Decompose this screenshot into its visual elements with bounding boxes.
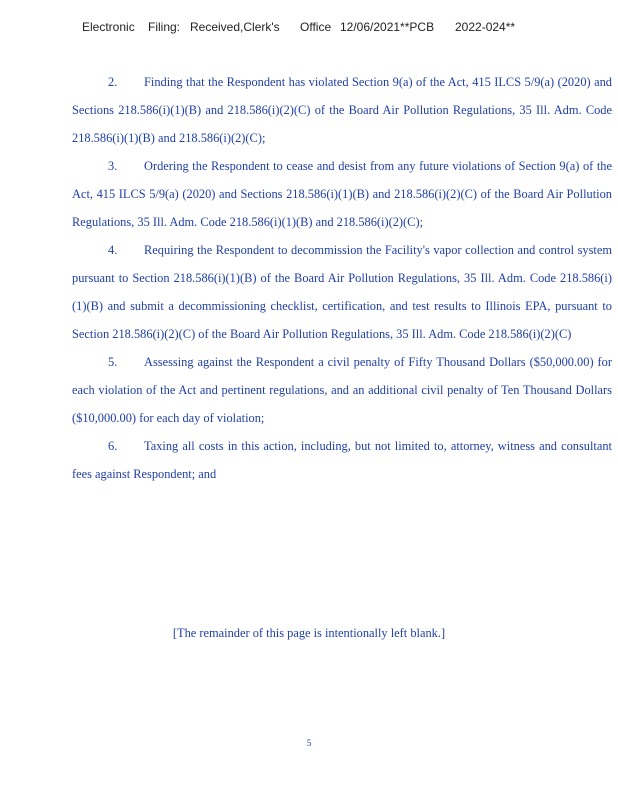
paragraph-text: Requiring the Respondent to decommission the Facility's vapor collection and control system pursuant to Section 218.586(i)(1)(B) of the Board Air Pollution Regulations, 35 Ill. Adm. Code 218.586(i)(1)(B) and submit a decommissioning checklist, certification, and test results to Illinois EPA, pursuant to Section 218.586(i)(2)(C) of the Board Air Pollution Regulations, 35 Ill. Adm. Code 218.586(i)(2)(C): [72, 243, 612, 341]
header-received: Received,Clerk's: [190, 20, 280, 34]
paragraph-text: Ordering the Respondent to cease and desist from any future violations of Section 9(a) of the Act, 415 ILCS 5/9(a) (2020) and Sections 218.586(i)(1)(B) and 218.586(i)(2)(C) of the Board Air Pollution Regulations, 35 Ill. Adm. Code 218.586(i)(1)(B) and 218.586(i)(2)(C);: [72, 159, 612, 229]
paragraph-2: [72, 68, 612, 152]
paragraph-3: [72, 152, 612, 236]
header-electronic: Electronic: [82, 20, 135, 34]
paragraph-number: 3.: [108, 159, 118, 173]
paragraph-4: [72, 236, 612, 348]
paragraph-number: 5.: [108, 355, 118, 369]
paragraph-text: Taxing all costs in this action, including, but not limited to, attorney, witness and consultant fees against Respondent; and: [72, 439, 612, 481]
paragraph-number: 2.: [108, 75, 118, 89]
header-date-pcb: 12/06/2021**PCB: [340, 20, 435, 34]
header-case-number: 2022-024**: [455, 20, 516, 34]
page-number: 5: [306, 738, 312, 748]
paragraph-number: 4.: [108, 243, 118, 257]
document-body: [72, 68, 612, 488]
paragraph-text: Finding that the Respondent has violated Section 9(a) of the Act, 415 ILCS 5/9(a) (2020) and Sections 218.586(i)(1)(B) and 218.586(i)(2)(C) of the Board Air Pollution Regulations, 35 Ill. Adm. Code 218.586(i)(1)(B) and 218.586(i)(2)(C);: [72, 75, 612, 145]
paragraph-6: [72, 432, 612, 488]
paragraph-5: [72, 348, 612, 432]
paragraph-text: Assessing against the Respondent a civil penalty of Fifty Thousand Dollars ($50,000.00) for each violation of the Act and pertinent regulations, and an additional civil penalty of Ten Thousand Dollars ($10,000.00) for each day of violation;: [72, 355, 612, 425]
blank-page-note: [The remainder of this page is intentionally left blank.]: [172, 626, 446, 640]
header-filing: Filing:: [148, 20, 181, 34]
filing-header: [0, 20, 618, 38]
paragraph-number: 6.: [108, 439, 118, 453]
header-office: Office: [300, 20, 332, 34]
